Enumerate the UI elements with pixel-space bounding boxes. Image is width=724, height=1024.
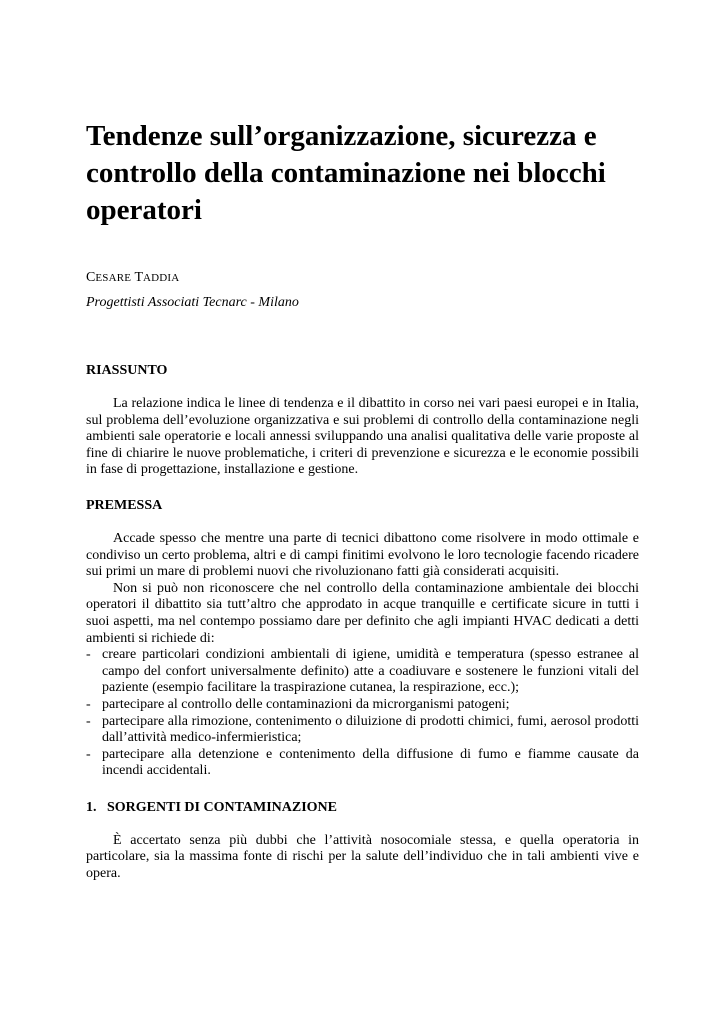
list-item (86, 714, 639, 747)
list-item (86, 747, 639, 780)
list-item-text: creare particolari condizioni ambientali di igiene, umidità e temperatura (spesso estranee al campo del confort universalmente definito) atte a coadiuvare e sostenere le funzioni vitali del paziente (esempio facilitare la traspirazione cutanea, la respirazione, ecc.); (102, 647, 639, 696)
riassunto-paragraph: La relazione indica le linee di tendenza e il dibattito in corso nei vari paesi europei e in Italia, sul problema dell’evoluzione organizzativa e sui problemi di controllo della contaminazione negli ambienti sale operatorie e locali annessi sviluppando una analisi qualitativa delle varie proposte al fine di chiarire le nuove problematiche, i criteri di prevenzione e sicurezza e le economie possibili in fase di progettazione, installazione e gestione. (86, 396, 639, 478)
author-first-rest: ESARE (95, 272, 132, 284)
premessa-paragraph-1: Accade spesso che mentre una parte di tecnici dibattono come risolvere in modo ottimale e condiviso un certo problema, altri e di campi finitimi evolvono le loro tecnologie facendo ricadere sui primi un mare di problemi nuovi che rivoluzionano fatti già considerati acquisiti. (86, 530, 639, 580)
list-item-text: partecipare alla rimozione, contenimento o diluizione di prodotti chimici, fumi, aerosol prodotti dall’attività medico-infermieristica; (102, 713, 639, 746)
section-heading-riassunto: RIASSUNTO (86, 363, 168, 378)
author-affiliation: Progettisti Associati Tecnarc - Milano (86, 295, 299, 310)
list-item (86, 647, 639, 697)
requirements-list (86, 647, 639, 780)
list-item-text: partecipare alla detenzione e contenimento della diffusione di fumo e fiamme causate da incendi accidentali. (102, 746, 639, 779)
section-heading-premessa: PREMESSA (86, 497, 163, 513)
author-name (86, 268, 639, 288)
list-item-text: partecipare al controllo delle contaminazioni da microrganismi patogeni; (102, 696, 510, 712)
document-page (86, 118, 639, 883)
list-bullet: - (86, 696, 91, 712)
author-first-initial: C (86, 270, 96, 285)
author-last-rest: ADDIA (143, 272, 180, 284)
list-bullet: - (86, 647, 91, 663)
section-heading-sorgenti: 1. SORGENTI DI CONTAMINAZIONE (86, 799, 337, 815)
sorgenti-paragraph-1: È accertato senza più dubbi che l’attività nosocomiale stessa, e quella operatoria in particolare, sia la massima fonte di rischi per la salute dell’individuo che in tali ambienti vive e opera. (86, 832, 639, 882)
author-last-initial: T (134, 270, 143, 285)
list-bullet: - (86, 746, 91, 762)
list-item (86, 697, 639, 714)
document-title: Tendenze sull’organizzazione, sicurezza e controllo della contaminazione nei blocchi operatori (86, 120, 606, 226)
premessa-paragraph-2: Non si può non riconoscere che nel controllo della contaminazione ambientale dei blocchi operatori il dibattito sia tutt’altro che approdato in acque tranquille e certificate sicure in tutti i suoi aspetti, ma nel contempo possiamo dare per definito che agli impianti HVAC dedicati a detti ambienti si richiede di: (86, 580, 639, 646)
list-bullet: - (86, 713, 91, 729)
